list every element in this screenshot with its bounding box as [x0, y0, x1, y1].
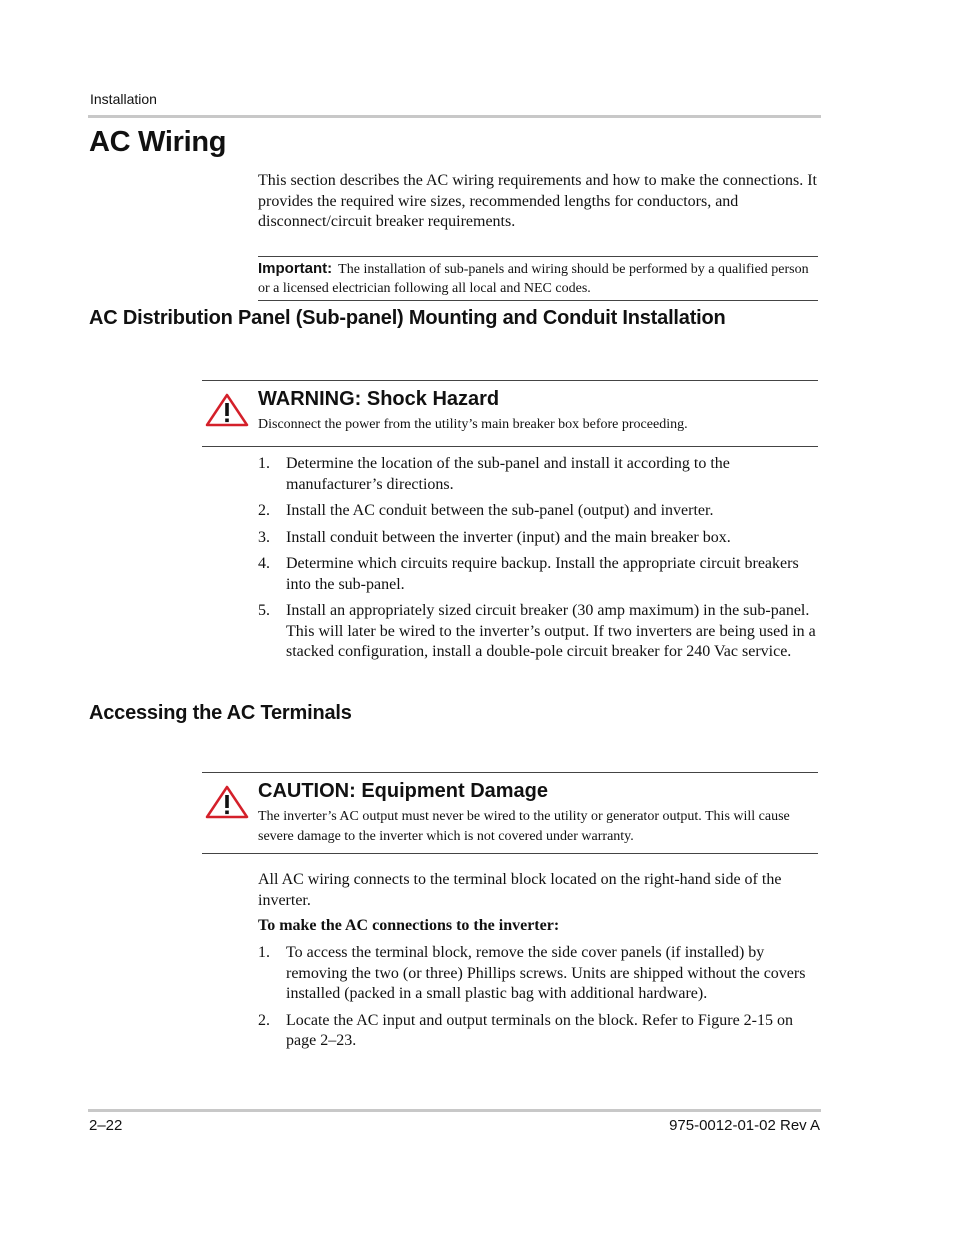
- step-text: To access the terminal block, remove the side cover panels (if installed) by removing the two (or three) Phillips screws. Units are shipped without the covers installed (packed in a small plastic bag with additional hardware).: [286, 944, 806, 1002]
- ac-connection-steps: [258, 943, 820, 1058]
- header-rule: [88, 115, 821, 118]
- important-text: The installation of sub-panels and wiring should be performed by a qualified person or a licensed electrician following all local and NEC codes.: [258, 262, 809, 296]
- running-header: Installation: [90, 91, 157, 107]
- procedure-heading: To make the AC connections to the inverter:: [258, 917, 560, 934]
- warning-triangle-icon: [205, 785, 249, 819]
- section-heading-ac-terminals: Accessing the AC Terminals: [89, 702, 352, 724]
- step-number: 2.: [258, 1011, 270, 1029]
- step-number: 1.: [258, 944, 270, 961]
- caution-text: The inverter’s AC output must never be wired to the utility or generator output. This will cause severe damage to the inverter which is not covered under warranty.: [258, 809, 790, 844]
- step-number: 3.: [258, 528, 270, 546]
- step-number: 1.: [258, 455, 270, 472]
- terminal-block-paragraph: All AC wiring connects to the terminal block located on the right-hand side of the inverter.: [258, 871, 782, 909]
- document-number: 975-0012-01-02 Rev A: [669, 1117, 820, 1134]
- caution-callout: [202, 772, 818, 854]
- important-label: Important:: [258, 260, 333, 277]
- footer-rule: [88, 1109, 821, 1112]
- list-item: [258, 601, 820, 663]
- caution-title: CAUTION: Equipment Damage: [258, 780, 549, 802]
- list-item: [258, 1011, 820, 1052]
- step-number: 4.: [258, 555, 270, 572]
- warning-callout: [202, 380, 818, 447]
- list-item: [258, 501, 820, 522]
- intro-paragraph: This section describes the AC wiring requirements and how to make the connections. It provides the required wire sizes, recommended lengths for conductors, and disconnect/circuit breaker requirements.: [258, 172, 817, 230]
- step-text: Determine which circuits require backup. Install the appropriate circuit breakers into the sub-panel.: [286, 555, 799, 593]
- list-item: [258, 554, 820, 595]
- section-heading-sub-panel: AC Distribution Panel (Sub-panel) Mounting and Conduit Installation: [89, 307, 726, 329]
- step-text: Determine the location of the sub-panel and install it according to the manufacturer’s directions.: [286, 455, 730, 493]
- step-number: 2.: [258, 502, 270, 519]
- page-number: 2–22: [89, 1117, 123, 1134]
- warning-text: Disconnect the power from the utility’s main breaker box before proceeding.: [258, 417, 688, 432]
- step-number: 5.: [258, 602, 270, 619]
- step-text: Locate the AC input and output terminals on the block. Refer to Figure 2-15 on page 2–23.: [286, 1011, 794, 1049]
- page-title: AC Wiring: [89, 126, 227, 158]
- list-item: [258, 943, 820, 1005]
- step-text: Install the AC conduit between the sub-panel (output) and inverter.: [286, 502, 714, 519]
- sub-panel-steps: [258, 454, 820, 669]
- important-note: [258, 256, 818, 301]
- warning-triangle-icon: [205, 393, 249, 427]
- step-text: Install an appropriately sized circuit breaker (30 amp maximum) in the sub-panel. This will later be wired to the inverter’s output. If two inverters are being used in a stacked configuration, install a double-pole circuit breaker for 240 Vac service.: [286, 602, 816, 660]
- warning-title: WARNING: Shock Hazard: [258, 388, 500, 410]
- list-item: [258, 528, 820, 549]
- list-item: [258, 454, 820, 495]
- step-text: Install conduit between the inverter (input) and the main breaker box.: [286, 528, 731, 546]
